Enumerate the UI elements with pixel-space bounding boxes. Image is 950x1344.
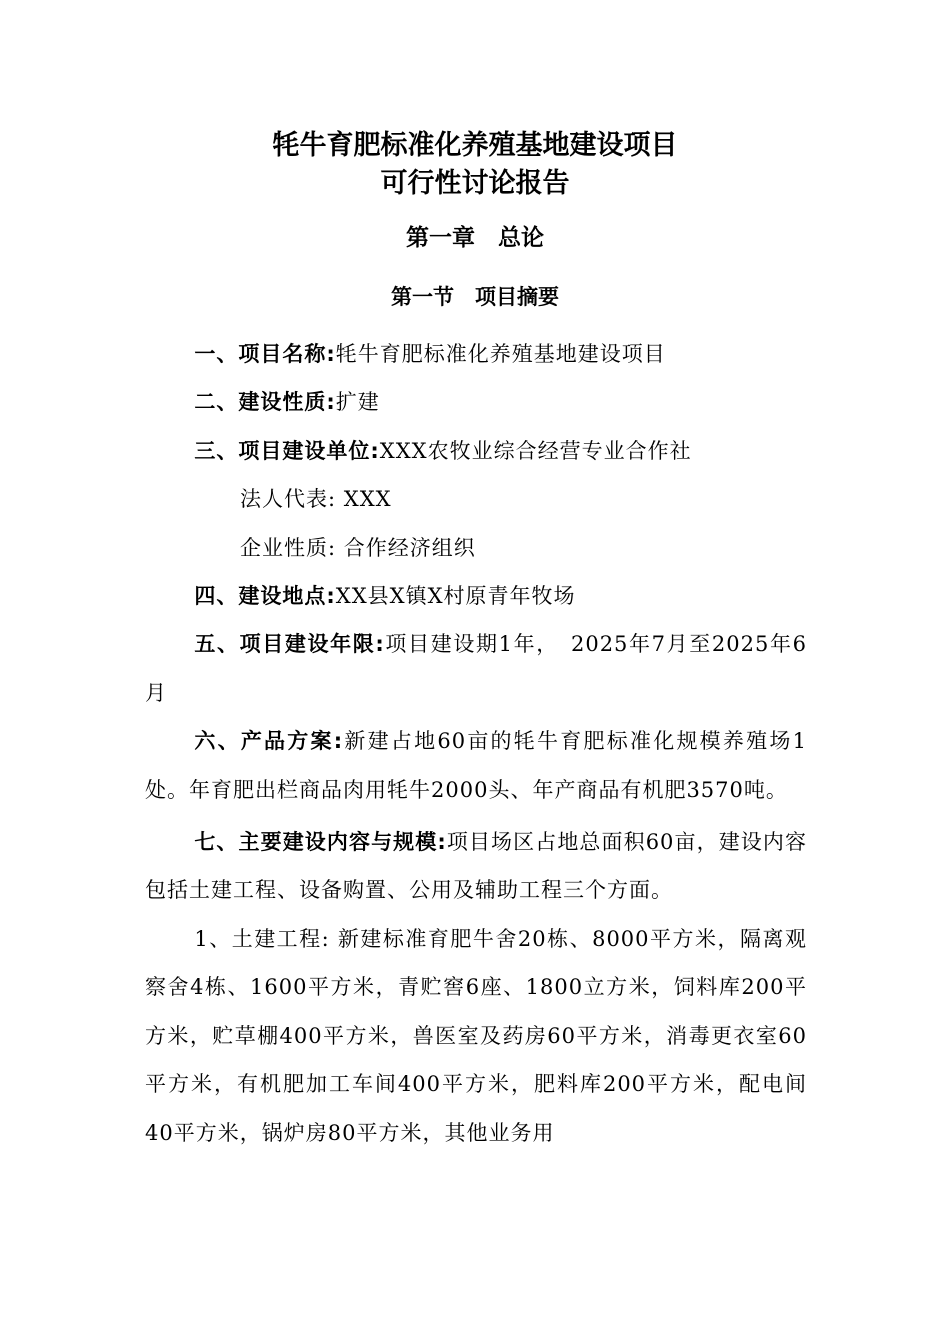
- item-text: 法人代表: XXX: [240, 487, 392, 512]
- item-main-construction: [145, 818, 807, 915]
- document-title-line1: 牦牛育肥标准化养殖基地建设项目: [272, 130, 678, 161]
- item-text: 项目建设期1年， 2025年7月至2025年6月: [145, 632, 807, 705]
- item-label: 三、项目建设单位:: [194, 438, 380, 463]
- item-construction-site: [145, 572, 807, 620]
- item-text: 项目场区占地总面积60亩，建设内容包括土建工程、设备购置、公用及辅助工程三个方面。: [145, 830, 807, 903]
- item-legal-representative: [145, 475, 807, 523]
- section-heading: 第一节 项目摘要: [391, 285, 559, 309]
- item-construction-period: [145, 620, 807, 717]
- item-text: 牦牛育肥标准化养殖基地建设项目: [335, 342, 666, 366]
- item-text: XXX农牧业综合经营专业合作社: [379, 438, 692, 463]
- item-construction-unit: [145, 427, 807, 475]
- document-title-line2: 可行性讨论报告: [380, 168, 570, 199]
- item-civil-works: [145, 915, 807, 1157]
- chapter-heading: 第一章 总论: [406, 225, 544, 251]
- item-text: XX县X镇X村原青年牧场: [335, 584, 576, 609]
- item-text: 扩建: [335, 390, 380, 415]
- item-label: 一、项目名称:: [194, 342, 336, 366]
- item-text: 企业性质: 合作经济组织: [240, 535, 476, 560]
- item-product-plan: [145, 717, 807, 814]
- item-label: 五、项目建设年限:: [194, 632, 385, 657]
- document-body: [145, 330, 807, 1157]
- item-label: 二、建设性质:: [194, 390, 336, 415]
- item-text: 1、土建工程: 新建标准育肥牛舍20栋、8000平方米，隔离观察舍4栋、1600平方米，青贮窖6座、1800立方米，饲料库200平方米，贮草棚400平方米，兽医室及药房60平方米，消毒更衣室60平方米，有机肥加工车间400平方米，肥料库200平方米，配电间40平方米，锅炉房80平方米，其他业务用: [145, 926, 807, 1145]
- item-project-name: [145, 330, 807, 378]
- item-label: 六、产品方案:: [194, 729, 344, 754]
- item-enterprise-nature: [145, 524, 807, 572]
- item-construction-nature: [145, 378, 807, 426]
- item-label: 七、主要建设内容与规模:: [194, 830, 447, 855]
- item-text: 新建占地60亩的牦牛育肥标准化规模养殖场1处。年育肥出栏商品肉用牦牛2000头、年产商品有机肥3570吨。: [145, 729, 807, 802]
- item-label: 四、建设地点:: [194, 584, 336, 609]
